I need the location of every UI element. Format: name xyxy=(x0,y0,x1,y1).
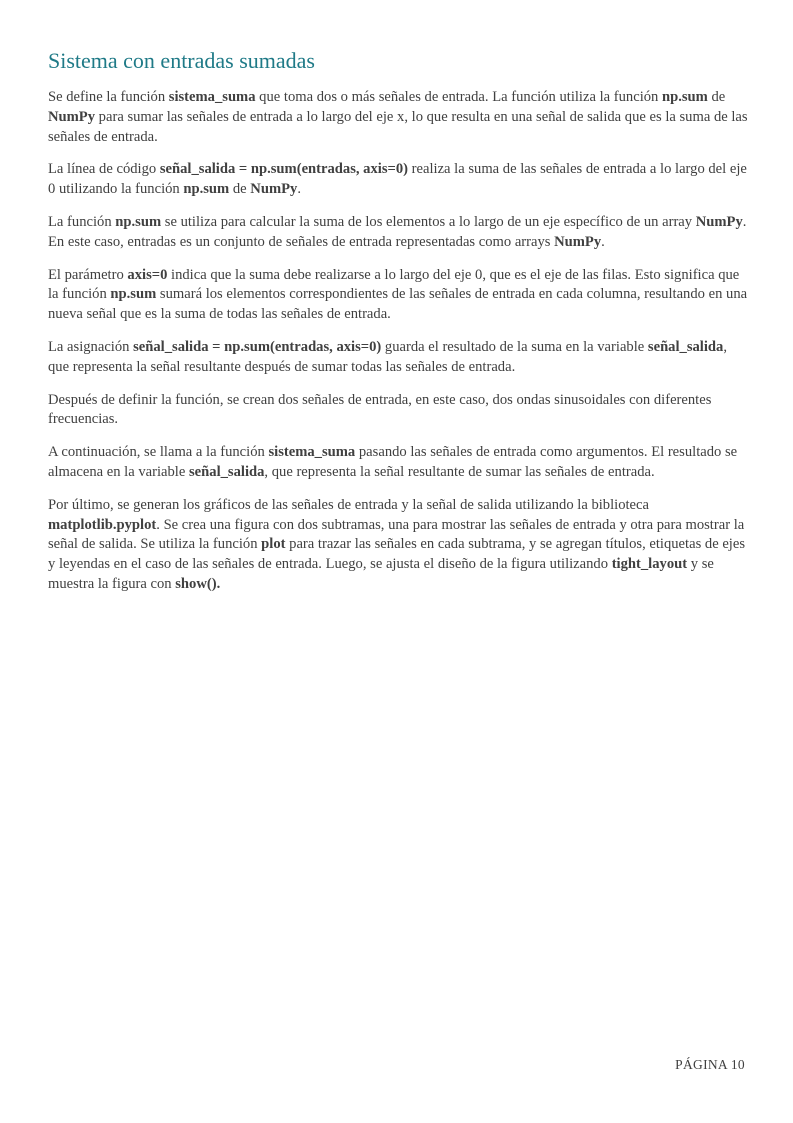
text-run: La asignación xyxy=(48,338,134,355)
text-run: de xyxy=(229,181,251,198)
text-run: . xyxy=(297,181,301,198)
bold-term: sistema_suma xyxy=(168,89,256,105)
text-run: pasando las señales de entrada como argumentos. El resultado se almacena en la variable xyxy=(48,444,738,480)
text-run: se utiliza para calcular la suma de los elementos a lo largo de un eje específico de un array xyxy=(161,213,696,230)
text-run: que toma dos o más señales de entrada. La función utiliza la función xyxy=(255,89,662,105)
text-run: El parámetro xyxy=(48,266,128,283)
bold-term: plot xyxy=(261,536,286,553)
bold-term: axis=0 xyxy=(127,266,168,283)
text-run: , que representa la señal resultante de sumar las señales de entrada. xyxy=(264,463,655,480)
paragraph xyxy=(48,338,748,378)
text-run: La función xyxy=(48,213,116,230)
text-run: sumará los elementos correspondientes de las señales de entrada en cada columna, resultando en una nueva señal que es la suma de todas las señales de entrada. xyxy=(48,286,748,323)
text-run: indica que la suma debe realizarse a lo largo del eje 0, que es el eje de las filas. Esto significa que la función xyxy=(48,266,740,303)
bold-term: NumPy xyxy=(695,213,743,230)
text-run: La línea de código xyxy=(48,161,160,178)
text-run: Después de definir la función, se crean dos señales de entrada, en este caso, dos ondas sinusoidales con diferentes frecuencias. xyxy=(48,391,712,428)
text-run: para trazar las señales en cada subtrama, y se agregan títulos, etiquetas de ejes y leyendas en el caso de las señales de entrada. Luego, se ajusta el diseño de la figura utilizando xyxy=(48,536,746,573)
paragraph xyxy=(48,443,748,483)
text-run: Se define la función xyxy=(48,89,169,105)
bold-term: tight_layout xyxy=(611,556,688,573)
section-heading: Sistema con entradas sumadas xyxy=(48,48,315,73)
text-run: . Se crea una figura con dos subtramas, una para mostrar las señales de entrada y otra para mostrar la señal de salida. Se utiliza la función xyxy=(48,516,745,553)
bold-term: matplotlib.pyplot xyxy=(48,516,157,533)
body-text xyxy=(48,88,748,595)
bold-term: NumPy xyxy=(250,181,298,198)
bold-term: np.sum xyxy=(183,181,230,198)
paragraph xyxy=(48,213,748,253)
text-run: . En este caso, entradas es un conjunto de señales de entrada representadas como arrays xyxy=(48,213,747,250)
text-run: , que representa la señal resultante después de sumar todas las señales de entrada. xyxy=(48,338,727,375)
bold-term: señal_salida = np.sum(entradas, axis=0) xyxy=(133,338,382,355)
text-run: para sumar las señales de entrada a lo largo del eje x, lo que resulta en una señal de salida que es la suma de las señales de entrada. xyxy=(48,108,748,145)
bold-term: sistema_suma xyxy=(268,444,356,461)
bold-term: NumPy xyxy=(554,233,602,250)
page-number: PÁGINA 10 xyxy=(675,1057,745,1072)
bold-term: señal_salida = np.sum(entradas, axis=0) xyxy=(159,161,408,178)
bold-term: señal_salida xyxy=(189,463,265,480)
text-run: A continuación, se llama a la función xyxy=(48,444,269,461)
document-page xyxy=(48,48,748,608)
text-run: y se muestra la figura con xyxy=(48,556,714,592)
bold-term: NumPy xyxy=(48,108,96,125)
bold-term: np.sum xyxy=(115,213,162,230)
text-run: Por último, se generan los gráficos de las señales de entrada y la señal de salida utilizando la biblioteca xyxy=(48,496,649,513)
paragraph xyxy=(48,160,748,200)
text-run: de xyxy=(707,89,726,105)
text-run: . xyxy=(601,233,605,250)
bold-term: show(). xyxy=(175,575,221,592)
bold-term: señal_salida xyxy=(647,338,724,355)
bold-term: np.sum xyxy=(110,286,157,303)
paragraph xyxy=(48,88,748,147)
paragraph xyxy=(48,266,748,325)
paragraph xyxy=(48,496,748,595)
text-run: realiza la suma de las señales de entrada a lo largo del eje 0 utilizando la función xyxy=(48,161,747,198)
text-run: guarda el resultado de la suma en la variable xyxy=(381,338,648,355)
paragraph xyxy=(48,391,748,431)
bold-term: np.sum xyxy=(662,89,708,105)
